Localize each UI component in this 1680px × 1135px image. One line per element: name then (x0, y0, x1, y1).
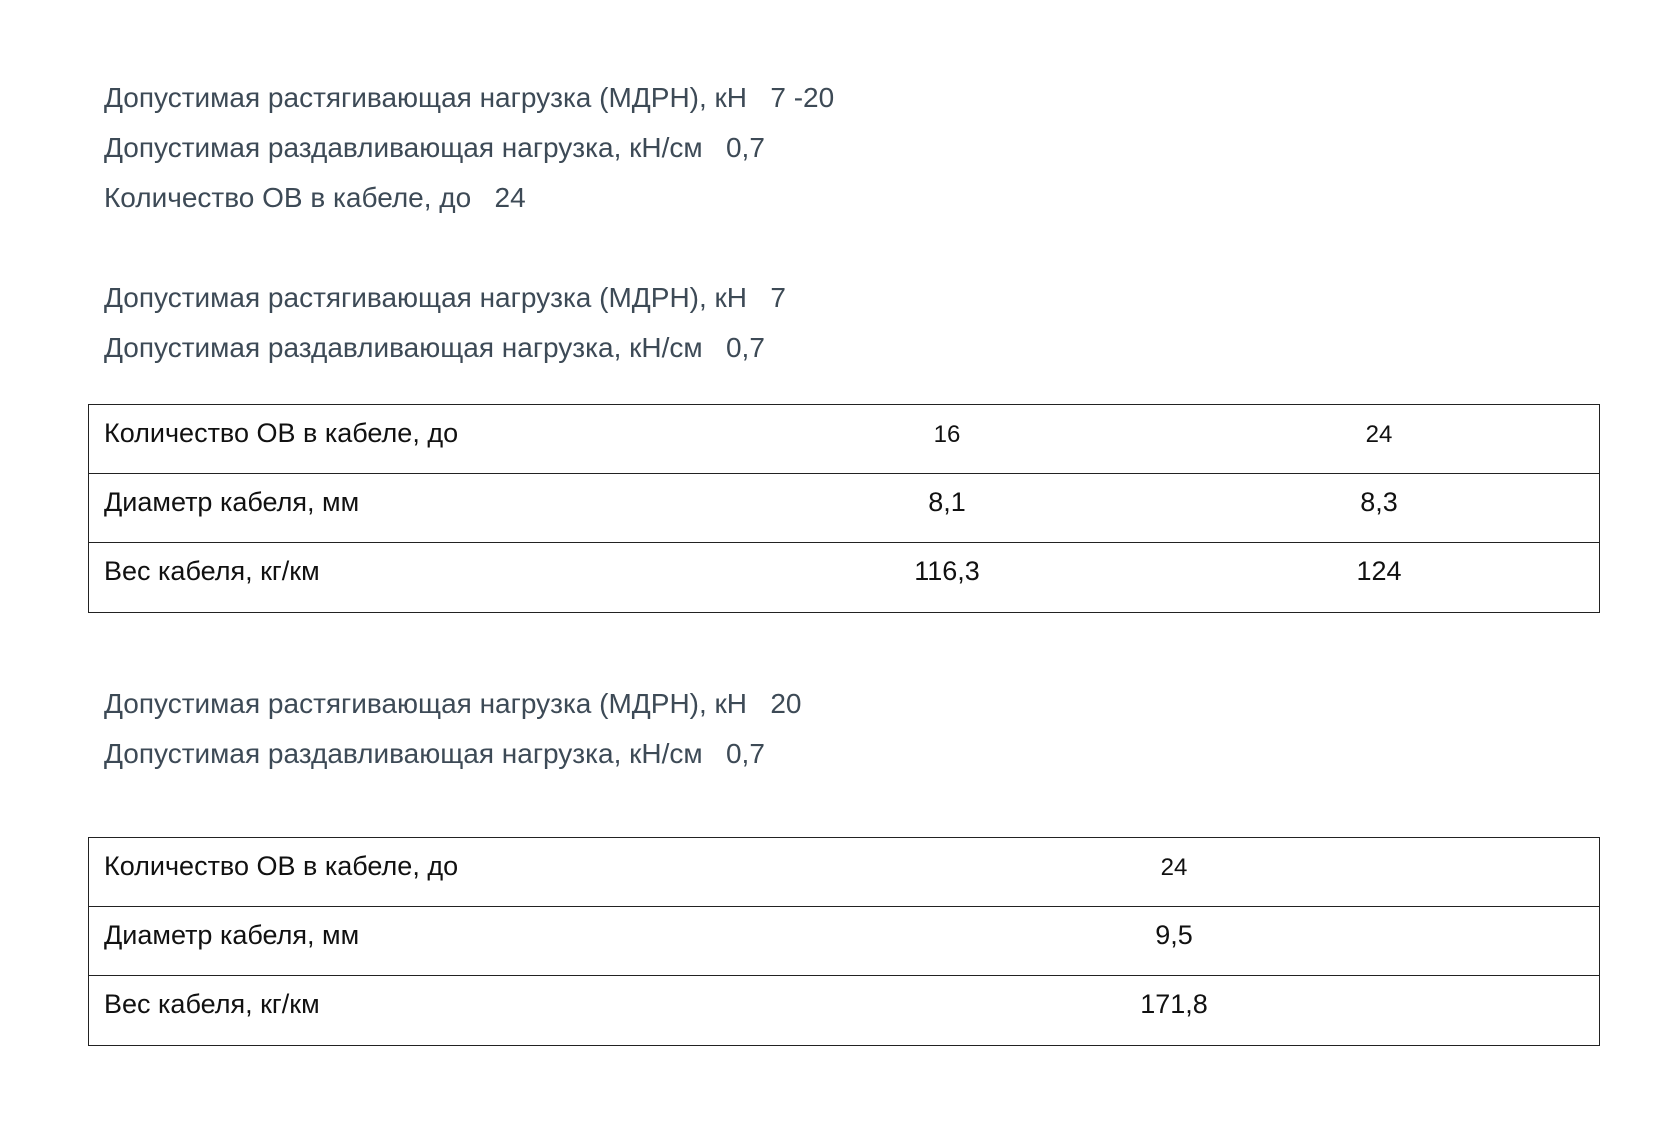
max-crush-load-line: Допустимая раздавливающая нагрузка, кН/см 0,7 (104, 738, 765, 769)
row-label: Количество ОВ в кабеле, до (104, 418, 459, 448)
table-row (89, 543, 1599, 612)
max-tensile-load-line: Допустимая растягивающая нагрузка (МДРН), кН 20 (104, 688, 802, 719)
cell-value: 24 (1365, 421, 1393, 448)
max-tensile-load-line: Допустимая растягивающая нагрузка (МДРН), кН 7 -20 (104, 82, 835, 113)
cell-value: 16 (933, 421, 961, 448)
cell-value: 116,3 (914, 556, 980, 586)
cell-value: 24 (1160, 854, 1188, 881)
max-crush-load-line: Допустимая раздавливающая нагрузка, кН/см 0,7 (104, 132, 765, 163)
max-tensile-load-line: Допустимая растягивающая нагрузка (МДРН), кН 7 (104, 282, 786, 313)
table-row (89, 474, 1599, 543)
row-label: Диаметр кабеля, мм (104, 920, 360, 950)
row-label: Вес кабеля, кг/км (104, 556, 320, 586)
table-row (89, 405, 1599, 474)
cable-spec-table-1 (88, 404, 1600, 613)
table-row (89, 838, 1599, 907)
max-crush-load-line: Допустимая раздавливающая нагрузка, кН/см 0,7 (104, 332, 765, 363)
fiber-count-line: Количество ОВ в кабеле, до 24 (104, 182, 526, 213)
row-label: Диаметр кабеля, мм (104, 487, 360, 517)
cable-spec-table-2 (88, 837, 1600, 1046)
cell-value: 8,1 (928, 487, 966, 517)
cell-value: 8,3 (1360, 487, 1398, 517)
table-row (89, 907, 1599, 976)
cell-value: 171,8 (1140, 989, 1208, 1019)
cell-value: 124 (1356, 556, 1402, 586)
table-row (89, 976, 1599, 1045)
row-label: Количество ОВ в кабеле, до (104, 851, 459, 881)
cell-value: 9,5 (1155, 920, 1193, 950)
row-label: Вес кабеля, кг/км (104, 989, 320, 1019)
